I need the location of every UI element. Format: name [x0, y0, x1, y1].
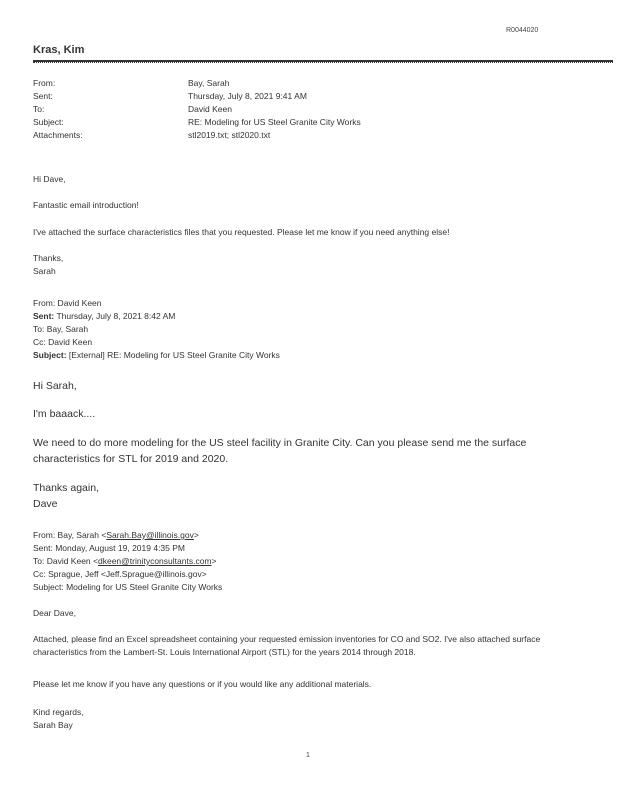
- bates-number: R0044020: [506, 27, 539, 34]
- header-from-value: Bay, Sarah: [188, 78, 230, 88]
- quoted2-paragraph1: Attached, please find an Excel spreadsheet containing your requested emission inventories for CO and SO2. I've also attached surface characteristics from the Lambert-St. Louis International Airport (STL) for the years 2014 through 2018.: [33, 634, 541, 657]
- quoted2-paragraph2: Please let me know if you have any questions or if you would like any additional materials.: [33, 679, 372, 689]
- quoted1-paragraph: We need to do more modeling for the US steel facility in Granite City. Can you please send me the surface characteristics for STL for 2019 and 2020.: [33, 437, 527, 465]
- quoted2-to-prefix: To: David Keen <: [33, 556, 98, 566]
- quoted2-sent: Sent: Monday, August 19, 2019 4:35 PM: [33, 543, 185, 553]
- quoted2-to-suffix: >: [211, 556, 217, 566]
- quoted1-from: From: David Keen: [33, 298, 102, 308]
- quoted1-subject-value: [External] RE: Modeling for US Steel Granite City Works: [66, 350, 280, 360]
- header-divider: [33, 60, 613, 63]
- sender-name: Kras, Kim: [33, 44, 85, 56]
- quoted1-subject-label: Subject:: [33, 350, 67, 360]
- reply-line2: I've attached the surface characteristics files that you requested. Please let me know if you need anything else!: [33, 227, 450, 237]
- quoted1-line1: I'm baaack....: [33, 408, 96, 420]
- header-attachments-label: Attachments:: [33, 130, 83, 140]
- quoted1-to: To: Bay, Sarah: [33, 324, 89, 334]
- reply-name: Sarah: [33, 266, 56, 276]
- reply-line1: Fantastic email introduction!: [33, 200, 139, 210]
- quoted1-subject-row: [33, 350, 593, 360]
- quoted2-name: Sarah Bay: [33, 720, 73, 730]
- header-subject-label: Subject:: [33, 117, 64, 127]
- quoted1-greeting: Hi Sarah,: [33, 380, 77, 392]
- page-number: 1: [306, 752, 310, 759]
- header-attachments-value: stl2019.txt; stl2020.txt: [188, 130, 271, 140]
- quoted2-subject: Subject: Modeling for US Steel Granite City Works: [33, 582, 223, 592]
- quoted1-sent-value: Thursday, July 8, 2021 8:42 AM: [54, 311, 176, 321]
- header-sent-label: Sent:: [33, 91, 53, 101]
- header-to-value: David Keen: [188, 104, 232, 114]
- quoted2-to-row: [33, 556, 593, 566]
- quoted1-sent-label: Sent:: [33, 311, 55, 321]
- reply-greeting: Hi Dave,: [33, 174, 66, 184]
- quoted2-from-row: [33, 530, 593, 540]
- quoted2-from-prefix: From: Bay, Sarah <: [33, 530, 107, 540]
- quoted1-signoff: Thanks again,: [33, 482, 99, 494]
- quoted1-sent-row: [33, 311, 593, 321]
- header-from-label: From:: [33, 78, 56, 88]
- quoted1-cc: Cc: David Keen: [33, 337, 93, 347]
- quoted2-to-email-link[interactable]: dkeen@trinityconsultants.com: [97, 556, 212, 566]
- quoted2-from-suffix: >: [193, 530, 199, 540]
- quoted2-signoff: Kind regards,: [33, 707, 84, 717]
- quoted2-from-email-link[interactable]: Sarah.Bay@illinois.gov: [106, 530, 194, 540]
- reply-signoff: Thanks,: [33, 253, 64, 263]
- quoted1-name: Dave: [33, 498, 58, 510]
- header-sent-value: Thursday, July 8, 2021 9:41 AM: [188, 91, 307, 101]
- header-subject-value: RE: Modeling for US Steel Granite City Works: [188, 117, 361, 127]
- quoted2-greeting: Dear Dave,: [33, 608, 76, 618]
- header-to-label: To:: [33, 104, 45, 114]
- quoted2-cc: Cc: Sprague, Jeff <Jeff.Sprague@illinois.gov>: [33, 569, 207, 579]
